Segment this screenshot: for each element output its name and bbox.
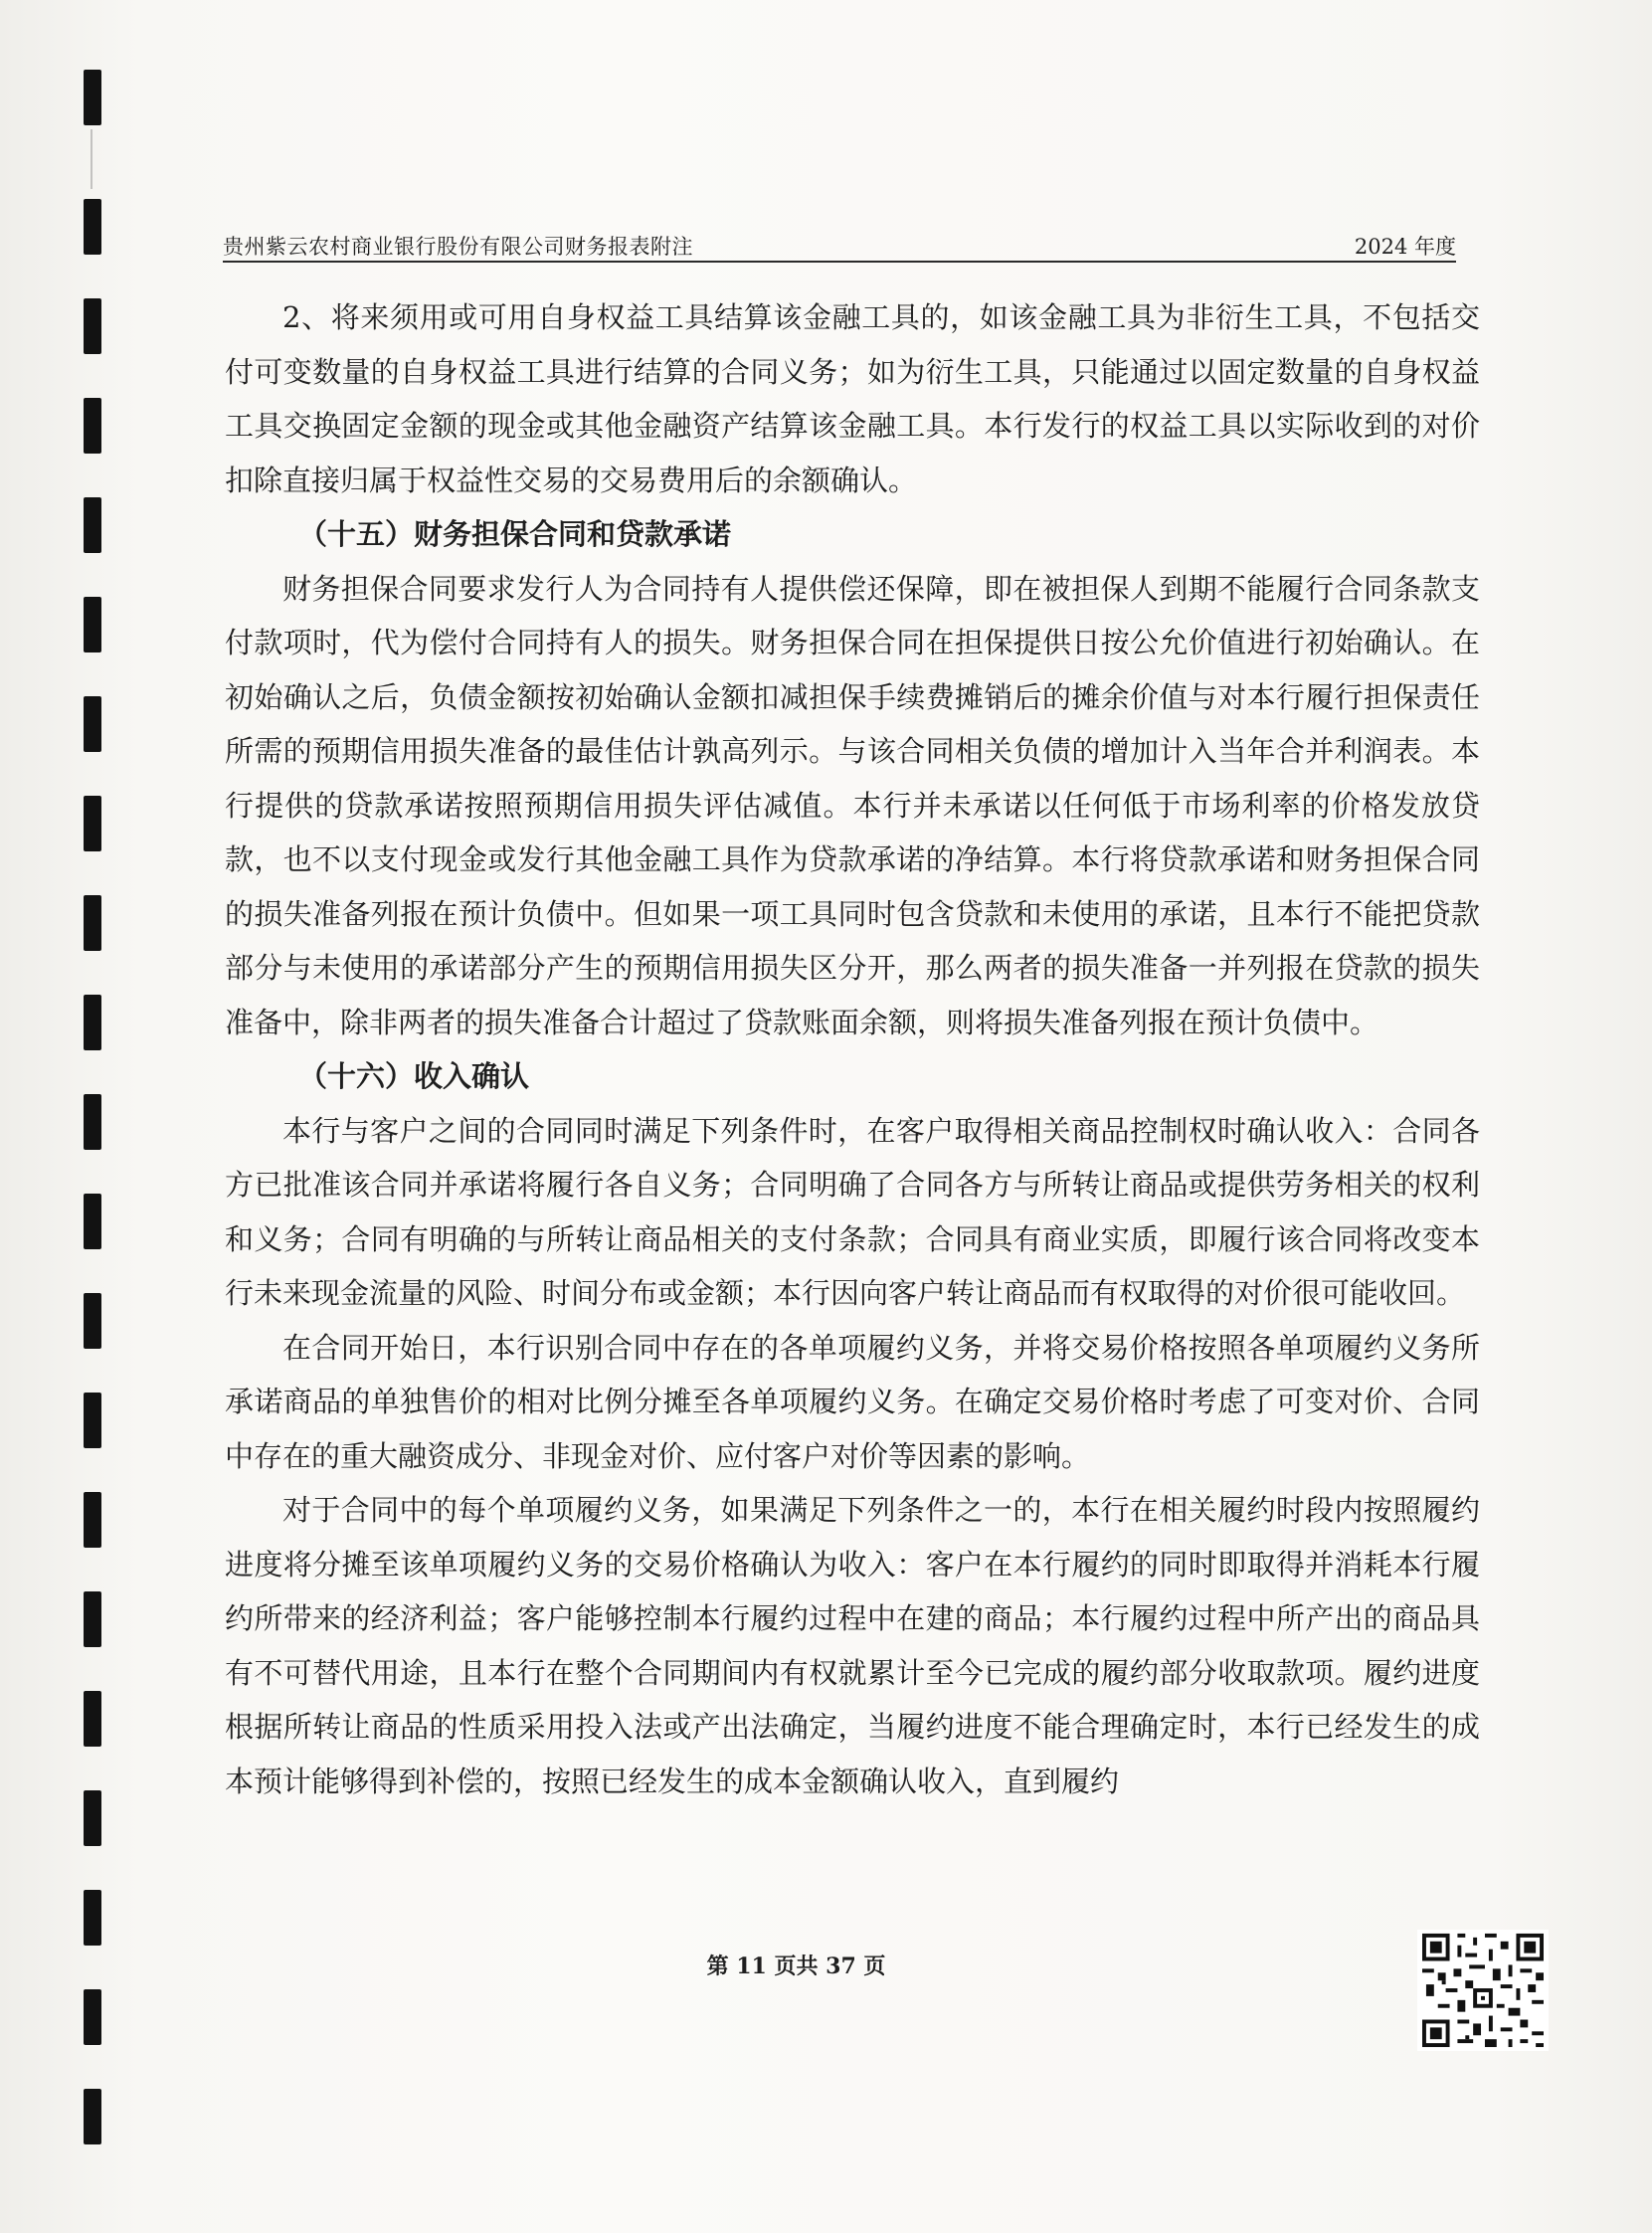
page-number: 第 11 页共 37 页 bbox=[706, 1954, 886, 1979]
document-body bbox=[225, 290, 1480, 1808]
paragraph-equity-settlement: 2、将来须用或可用自身权益工具结算该金融工具的，如该金融工具为非衍生工具，不包括交付可变数量的自身权益工具进行结算的合同义务；如为衍生工具，只能通过以固定数量的自身权益工具交换固定金额的现金或其他金融资产结算该金融工具。本行发行的权益工具以实际收到的对价扣除直接归属于权益性交易的交易费用后的余额确认。 bbox=[225, 300, 1480, 497]
qr-code-icon bbox=[1417, 1930, 1549, 2051]
paragraph-revenue-conditions: 本行与客户之间的合同同时满足下列条件时，在客户取得相关商品控制权时确认收入：合同各方已批准该合同并承诺将履行各自义务；合同明确了合同各方与所转让商品或提供劳务相关的权利和义务；合同有明确的与所转让商品相关的支付条款；合同具有商业实质，即履行该合同将改变本行未来现金流量的风险、时间分布或金额；本行因向客户转让商品而有权取得的对价很可能收回。 bbox=[225, 1113, 1480, 1310]
section-heading-15: （十五）财务担保合同和贷款承诺 bbox=[298, 517, 732, 551]
section-heading-16: （十六）收入确认 bbox=[298, 1059, 530, 1093]
header-title: 贵州紫云农村商业银行股份有限公司财务报表附注 bbox=[223, 235, 693, 259]
header-year: 2024 年度 bbox=[1354, 235, 1456, 259]
paragraph-financial-guarantee: 财务担保合同要求发行人为合同持有人提供偿还保障，即在被担保人到期不能履行合同条款支付款项时，代为偿付合同持有人的损失。财务担保合同在担保提供日按公允价值进行初始确认。在初始确认之后，负债金额按初始确认金额扣减担保手续费摊销后的摊余价值与对本行履行担保责任所需的预期信用损失准备的最佳估计孰高列示。与该合同相关负债的增加计入当年合并利润表。本行提供的贷款承诺按照预期信用损失评估减值。本行并未承诺以任何低于市场利率的价格发放贷款，也不以支付现金或发行其他金融工具作为贷款承诺的净结算。本行将贷款承诺和财务担保合同的损失准备列报在预计负债中。但如果一项工具同时包含贷款和未使用的承诺，且本行不能把贷款部分与未使用的承诺部分产生的预期信用损失区分开，那么两者的损失准备一并列报在贷款的损失准备中，除非两者的损失准备合计超过了贷款账面余额，则将损失准备列报在预计负债中。 bbox=[225, 571, 1480, 1039]
paragraph-over-time-recognition: 对于合同中的每个单项履约义务，如果满足下列条件之一的，本行在相关履约时段内按照履约进度将分摊至该单项履约义务的交易价格确认为收入：客户在本行履约的同时即取得并消耗本行履约所带来的经济利益；客户能够控制本行履约过程中在建的商品；本行履约过程中所产出的商品具有不可替代用途，且本行在整个合同期间内有权就累计至今已完成的履约部分收取款项。履约进度根据所转让商品的性质采用投入法或产出法确定，当履约进度不能合理确定时，本行已经发生的成本预计能够得到补偿的，按照已经发生的成本金额确认收入，直到履约 bbox=[225, 1493, 1480, 1798]
page-header bbox=[223, 227, 1456, 263]
binding-holes bbox=[78, 0, 117, 2233]
paragraph-performance-obligations: 在合同开始日，本行识别合同中存在的各单项履约义务，并将交易价格按照各单项履约义务所承诺商品的单独售价的相对比例分摊至各单项履约义务。在确定交易价格时考虑了可变对价、合同中存在的重大融资成分、非现金对价、应付客户对价等因素的影响。 bbox=[225, 1330, 1480, 1473]
